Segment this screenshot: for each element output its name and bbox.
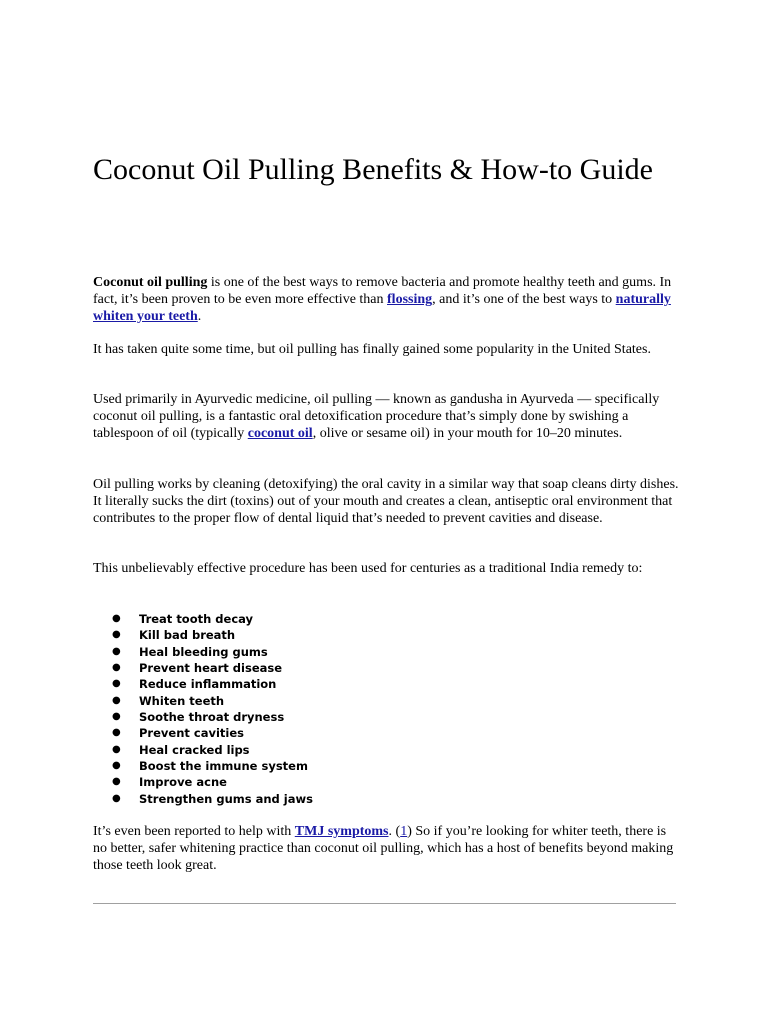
- remedy-intro-paragraph: This unbelievably effective procedure has been used for centuries as a traditional India remedy to:: [93, 561, 643, 576]
- ayurveda-paragraph: [93, 391, 683, 442]
- list-item: ● Strengthen gums and jaws: [112, 791, 313, 806]
- bullet-icon: ●: [112, 629, 121, 641]
- intro-bold-lead: Coconut oil pulling: [93, 275, 208, 290]
- tmj-text-c: ) So if you’re looking for whiter teeth, there is no better, safer whitening practice than coconut oil pulling, which has a host of benefits beyond making those teeth look great.: [93, 824, 674, 873]
- coconut-oil-link[interactable]: coconut oil: [247, 426, 313, 441]
- intro-text-b: , and it’s one of the best ways to: [432, 292, 616, 307]
- article-title: Coconut Oil Pulling Benefits & How-to Guide: [93, 153, 653, 186]
- bullet-icon: ●: [112, 662, 121, 674]
- list-item: ● Prevent cavities: [112, 726, 244, 741]
- tmj-text-b: . (: [388, 824, 401, 839]
- list-item: ● Soothe throat dryness: [112, 710, 285, 725]
- tmj-symptoms-link[interactable]: TMJ symptoms: [294, 824, 389, 839]
- tmj-paragraph: [93, 823, 683, 874]
- list-item: ● Prevent heart disease: [112, 661, 283, 676]
- list-item: ● Treat tooth decay: [112, 612, 254, 626]
- ayurveda-text-a: Used primarily in Ayurvedic medicine, oil pulling — known as gandusha in Ayurveda — specifically coconut oil pulling, is a fantastic oral detoxification procedure that’s simply done by swishing a tablespoon of oil (typically: [93, 392, 660, 441]
- reference-link[interactable]: 1: [400, 824, 408, 839]
- tmj-text-a: It’s even been reported to help with: [93, 824, 295, 839]
- intro-paragraph: [93, 274, 683, 325]
- list-item: ● Kill bad breath: [112, 628, 236, 643]
- intro-text-c: .: [197, 309, 202, 324]
- flossing-link[interactable]: flossing: [387, 292, 433, 307]
- bullet-icon: ●: [112, 711, 121, 723]
- bullet-icon: ●: [112, 760, 121, 772]
- bullet-icon: ●: [112, 613, 121, 624]
- bullet-icon: ●: [112, 645, 121, 657]
- bullet-icon: ●: [112, 727, 121, 739]
- bullet-icon: ●: [112, 743, 121, 755]
- intro-text-a: is one of the best ways to remove bacteria and promote healthy teeth and gums. In fact, it’s been proven to be even more effective than: [93, 275, 672, 307]
- bullet-icon: ●: [112, 776, 121, 788]
- bullet-icon: ●: [112, 694, 121, 706]
- how-it-works-paragraph: Oil pulling works by cleaning (detoxifying) the oral cavity in a similar way that soap cleans dirty dishes. It literally sucks the dirt (toxins) out of your mouth and creates a clean, antiseptic oral environment that contributes to the proper flow of dental liquid that’s needed to prevent cavities and disease.: [93, 477, 679, 526]
- list-item: ● Boost the immune system: [112, 759, 308, 774]
- bullet-icon: ●: [112, 678, 121, 690]
- list-item: ● Whiten teeth: [112, 693, 225, 708]
- list-item: ● Heal cracked lips: [112, 742, 250, 757]
- list-item: ● Heal bleeding gums: [112, 644, 268, 659]
- horizontal-divider: [93, 903, 676, 904]
- list-item: ● Reduce inflammation: [112, 677, 277, 692]
- ayurveda-text-b: , olive or sesame oil) in your mouth for 10–20 minutes.: [312, 426, 623, 441]
- bullet-icon: ●: [112, 792, 121, 804]
- popularity-paragraph: It has taken quite some time, but oil pulling has finally gained some popularity in the United States.: [93, 342, 651, 357]
- benefits-list: [112, 611, 313, 807]
- list-item: ● Improve acne: [112, 775, 227, 790]
- whiten-teeth-link[interactable]: naturally whiten your teeth: [93, 292, 671, 324]
